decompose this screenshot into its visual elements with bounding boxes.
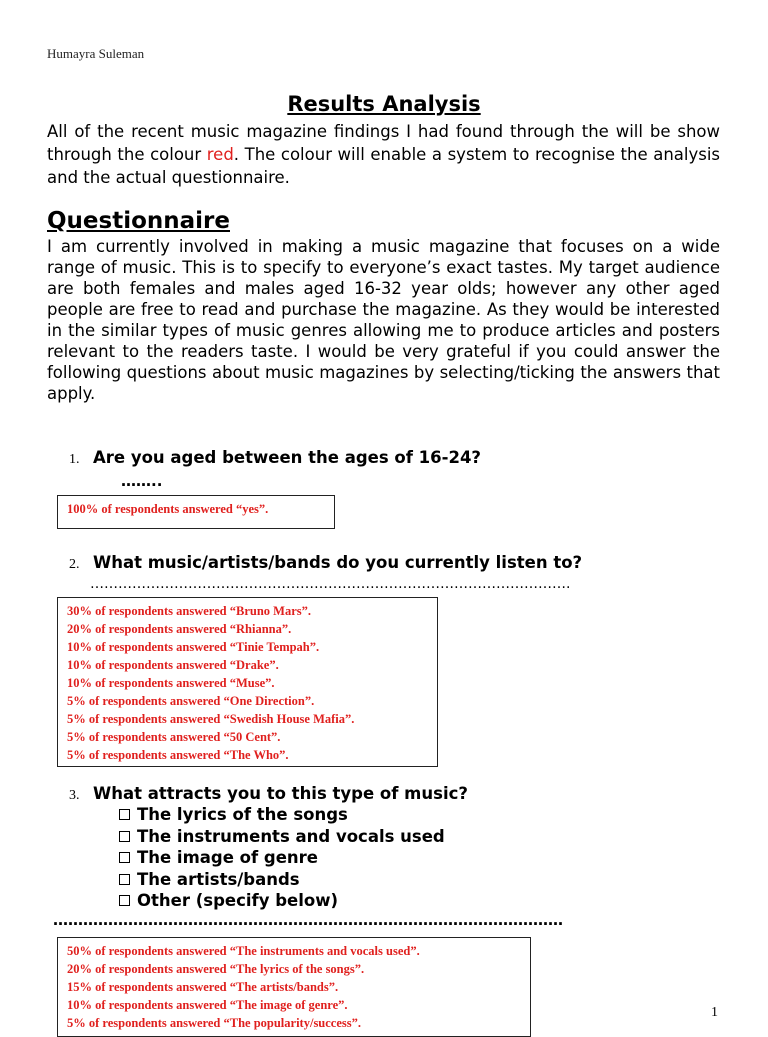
intro-paragraph (47, 120, 720, 189)
checkbox-icon[interactable] (119, 895, 130, 906)
question-3-results-box (57, 937, 531, 1037)
option-label: Other (specify below) (137, 891, 338, 911)
result-line: 15% of respondents answered “The artists/bands”. (67, 980, 339, 994)
intro-text-part2: . The colour will enable a system to recognise the analysis and the actual questionnaire. (47, 145, 721, 187)
result-line: 5% of respondents answered “One Direction”. (67, 694, 315, 708)
questionnaire-intro: I am currently involved in making a music magazine that focuses on a wide range of music. This is to specify to everyone’s exact tastes. My target audience are both females and males aged 16-32 year olds; however any other aged people are free to read and purchase the magazine. As they would be interested in the similar types of music genres allowing me to produce articles and posters relevant to the readers taste. I would be very grateful if you could answer the following questions about music magazines by selecting/ticking the answers that apply. (47, 237, 720, 403)
questionnaire-heading: Questionnaire (47, 208, 230, 234)
checkbox-icon[interactable] (119, 809, 130, 820)
question-2-text: What music/artists/bands do you currently listen to? (93, 553, 583, 572)
intro-text-part1: All of the recent music magazine findings I had found through the will be show through the colour (47, 122, 720, 164)
option-label: The image of genre (137, 848, 319, 868)
question-3-dots: ………………………………………………………………………………………… (53, 911, 563, 929)
question-1-text: Are you aged between the ages of 16-24? (93, 448, 481, 467)
page-title: Results Analysis (287, 92, 481, 116)
result-line: 10% of respondents answered “The image of genre”. (67, 998, 348, 1012)
option-artists-bands[interactable] (119, 869, 445, 891)
result-line: 5% of respondents answered “The popularity/success”. (67, 1016, 362, 1030)
option-instruments-vocals[interactable] (119, 826, 445, 848)
result-line: 50% of respondents answered “The instruments and vocals used”. (67, 944, 420, 958)
option-label: The instruments and vocals used (137, 826, 445, 846)
page-number: 1 (711, 1005, 718, 1020)
question-2-number: 2. (69, 557, 80, 572)
question-3-text: What attracts you to this type of music? (93, 784, 468, 803)
result-line: 10% of respondents answered “Muse”. (67, 676, 275, 690)
checkbox-icon[interactable] (119, 874, 130, 885)
result-line: 100% of respondents answered “yes”. (67, 502, 269, 516)
question-3-options (119, 804, 445, 912)
option-other[interactable] (119, 890, 445, 912)
result-line: 5% of respondents answered “Swedish House Mafia”. (67, 712, 355, 726)
question-1-number: 1. (69, 452, 80, 467)
result-line: 5% of respondents answered “The Who”. (67, 748, 289, 762)
option-image-genre[interactable] (119, 847, 445, 869)
option-label: The lyrics of the songs (137, 805, 348, 825)
result-line: 20% of respondents answered “The lyrics of the songs”. (67, 962, 365, 976)
question-2-results-box (57, 597, 438, 767)
author-name: Humayra Suleman (47, 46, 145, 61)
result-line: 30% of respondents answered “Bruno Mars”. (67, 604, 311, 618)
question-2-dots: …………………………………………………………………………………………. (90, 576, 571, 592)
option-lyrics[interactable] (119, 804, 445, 826)
result-line: 10% of respondents answered “Drake”. (67, 658, 279, 672)
result-line: 20% of respondents answered “Rhianna”. (67, 622, 292, 636)
checkbox-icon[interactable] (119, 852, 130, 863)
result-line: 10% of respondents answered “Tinie Tempah”. (67, 640, 320, 654)
checkbox-icon[interactable] (119, 831, 130, 842)
question-1-results-box (57, 495, 335, 529)
intro-red-word: red (206, 145, 234, 164)
result-line: 5% of respondents answered “50 Cent”. (67, 730, 281, 744)
option-label: The artists/bands (137, 869, 300, 889)
question-1-dots: …….. (121, 472, 163, 490)
question-3-number: 3. (69, 788, 80, 803)
